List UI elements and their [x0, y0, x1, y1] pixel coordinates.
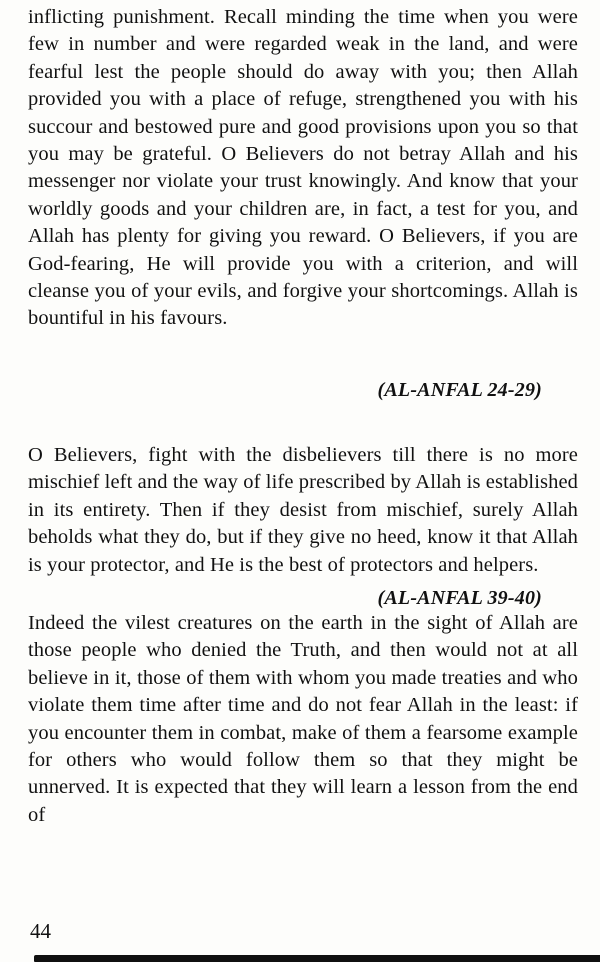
- citation-al-anfal-39-40: (AL-ANFAL 39-40): [377, 586, 542, 609]
- text-column: [28, 4, 578, 829]
- scan-edge-artifact: [34, 955, 600, 962]
- paragraph-al-anfal-39-40: O Believers, fight with the disbelievers till there is no more mischief left and the way of life prescribed by Allah is established in its entirety. Then if they desist from mischief, surely Allah beholds what they do, but if they give no heed, know it that Allah is your protector, and He is the best of protectors and helpers.: [28, 443, 578, 576]
- citation-al-anfal-24-29: (AL-ANFAL 24-29): [377, 378, 542, 401]
- page-number: 44: [30, 919, 51, 943]
- paragraph-al-anfal-24-29: inflicting punishment. Recall minding the time when you were few in number and were regarded weak in the land, and were fearful lest the people should do away with you; then Allah provided you with a place of refuge, strengthened you with his succour and bestowed pure and good provisions upon you so that you may be grateful. O Believers do not betray Allah and his messenger nor violate your trust knowingly. And know that your worldly goods and your children are, in fact, a test for you, and Allah has plenty for giving you reward. O Believers, if you are God-fearing, He will provide you with a criterion, and will cleanse you of your evils, and forgive your shortcomings. Allah is bountiful in his favours.: [28, 6, 578, 330]
- paragraph-vilest-creatures: Indeed the vilest creatures on the earth in the sight of Allah are those people who denied the Truth, and then would not at all believe in it, those of them with whom you made treaties and who violate them time after time and do not fear Allah in the least: if you encounter them in combat, make of them a fearsome example for others who would follow them so that they might be unnerved. It is expected that they will learn a lesson from the end of: [28, 611, 578, 826]
